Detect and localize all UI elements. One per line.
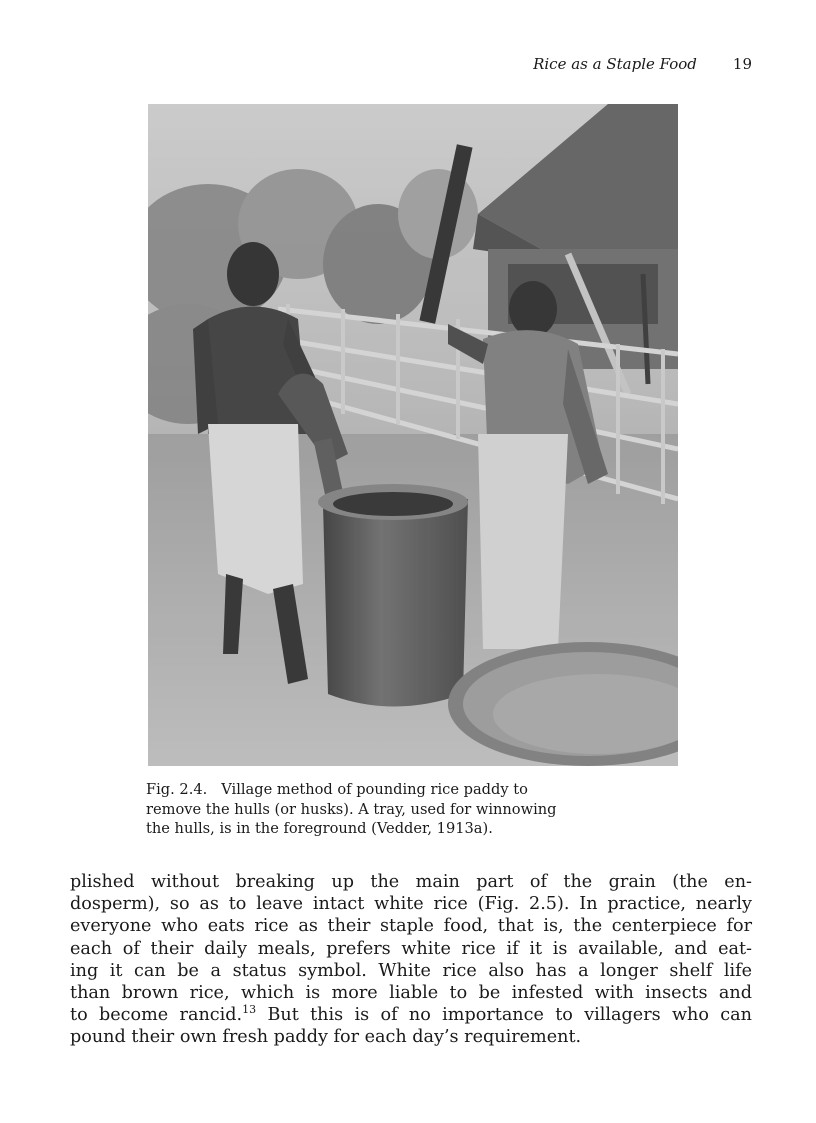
running-title: Rice as a Staple Food — [533, 55, 697, 73]
running-head — [400, 55, 752, 73]
caption-text-1: Village method of pounding rice paddy to — [221, 781, 528, 798]
figure-caption — [146, 780, 686, 839]
caption-line-2: remove the hulls (or husks). A tray, used for winnowing — [146, 800, 557, 818]
body-line-8: pound their own fresh paddy for each day’s requirement. — [70, 1027, 582, 1048]
body-line-3: everyone who eats rice as their staple food, that is, the centerpiece for — [70, 916, 752, 937]
page-number: 19 — [732, 55, 752, 73]
body-line-7-start: to become rancid. — [70, 1005, 243, 1026]
caption-label: Fig. 2.4. — [146, 781, 208, 798]
body-line-2: dosperm), so as to leave intact white rice (Fig. 2.5). In practice, nearly — [70, 894, 752, 915]
body-line-1: plished without breaking up the main part of the grain (the en- — [70, 872, 752, 892]
body-paragraph — [70, 871, 752, 1049]
body-line-7 — [70, 1004, 752, 1026]
photo-grain — [148, 104, 678, 766]
caption-line-1 — [146, 780, 686, 800]
body-line-5: ing it can be a status symbol. White rice also has a longer shelf life — [70, 960, 752, 981]
photo-illustration — [148, 104, 678, 766]
caption-line-3: the hulls, is in the foreground (Vedder, 1913a). — [146, 820, 493, 837]
body-line-7-end: But this is of no importance to villagers who can — [256, 1005, 752, 1026]
footnote-ref[interactable]: 13 — [242, 1003, 257, 1017]
body-line-6: than brown rice, which is more liable to be infested with insects and — [70, 983, 752, 1004]
body-line-4: each of their daily meals, prefers white rice if it is available, and eat- — [70, 938, 752, 959]
figure-photograph — [148, 104, 678, 766]
